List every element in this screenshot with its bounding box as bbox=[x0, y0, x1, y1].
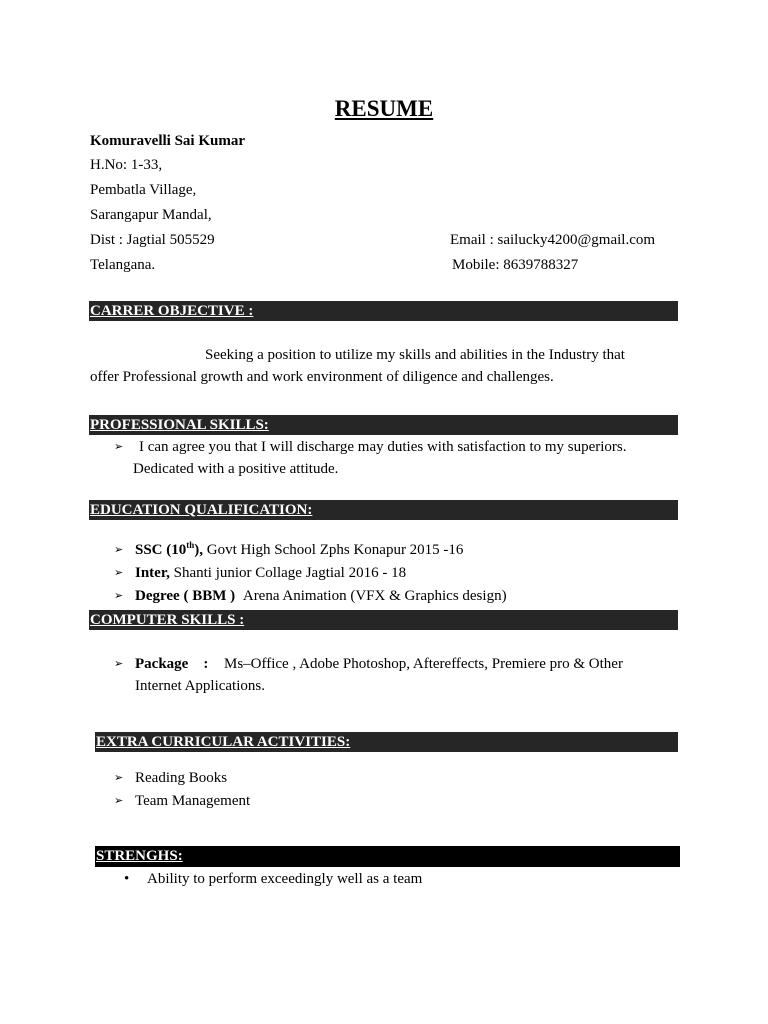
arrow-bullet-icon: ➢ bbox=[114, 543, 124, 556]
arrow-bullet-icon: ➢ bbox=[114, 440, 124, 453]
activity-item-1: Reading Books bbox=[135, 770, 228, 786]
career-objective-heading: CARRER OBJECTIVE : bbox=[89, 301, 678, 321]
arrow-bullet-icon: ➢ bbox=[114, 566, 124, 579]
package-line-1: Ms–Office , Adobe Photoshop, Aftereffects, Premiere pro & Other bbox=[224, 656, 623, 672]
skill-item-2: Dedicated with a positive attitude. bbox=[133, 461, 339, 477]
mobile-text: Mobile: 8639788327 bbox=[452, 257, 579, 273]
arrow-bullet-icon: ➢ bbox=[114, 771, 124, 784]
package-line-2: Internet Applications. bbox=[135, 678, 265, 694]
education-heading: EDUCATION QUALIFICATION: bbox=[89, 500, 678, 520]
education-detail: Shanti junior Collage Jagtial 2016 - 18 bbox=[173, 565, 407, 581]
address-line-3: Sarangapur Mandal, bbox=[90, 207, 212, 223]
address-line-4: Dist : Jagtial 505529 bbox=[90, 232, 215, 248]
education-detail: Govt High School Zphs Konapur 2015 -16 bbox=[206, 542, 464, 558]
education-detail: Arena Animation (VFX & Graphics design) bbox=[242, 588, 507, 604]
professional-skills-heading: PROFESSIONAL SKILLS: bbox=[89, 415, 678, 435]
education-item-ssc bbox=[135, 541, 463, 559]
address-line-1: H.No: 1-33, bbox=[90, 157, 163, 173]
objective-line-1: Seeking a position to utilize my skills and abilities in the Industry that bbox=[205, 347, 625, 363]
arrow-bullet-icon: ➢ bbox=[114, 794, 124, 807]
candidate-name: Komuravelli Sai Kumar bbox=[90, 133, 245, 149]
education-label-sup: th bbox=[186, 540, 195, 550]
education-label: SSC (10 bbox=[135, 542, 187, 558]
address-line-5: Telangana. bbox=[90, 257, 156, 273]
extra-curricular-heading: EXTRA CURRICULAR ACTIVITIES: bbox=[95, 732, 678, 752]
email-text: Email : sailucky4200@gmail.com bbox=[450, 232, 656, 248]
resume-title: RESUME bbox=[334, 96, 434, 121]
education-label: Inter, bbox=[135, 565, 170, 581]
skill-item-1: I can agree you that I will discharge may duties with satisfaction to my superiors. bbox=[139, 439, 627, 455]
education-item-inter bbox=[135, 564, 406, 582]
dot-bullet-icon: • bbox=[124, 871, 130, 887]
activity-item-2: Team Management bbox=[135, 793, 251, 809]
objective-line-2: offer Professional growth and work environment of diligence and challenges. bbox=[90, 369, 554, 385]
address-line-2: Pembatla Village, bbox=[90, 182, 197, 198]
arrow-bullet-icon: ➢ bbox=[114, 589, 124, 602]
package-label: Package : bbox=[135, 656, 209, 672]
education-label-end: ), bbox=[194, 542, 204, 558]
strengths-heading: STRENGHS: bbox=[95, 846, 680, 867]
education-item-degree bbox=[135, 587, 507, 605]
education-label: Degree ( BBM ) bbox=[135, 588, 236, 604]
strength-item-1: Ability to perform exceedingly well as a team bbox=[147, 871, 423, 887]
arrow-bullet-icon: ➢ bbox=[114, 657, 124, 670]
computer-skills-heading: COMPUTER SKILLS : bbox=[89, 610, 678, 630]
